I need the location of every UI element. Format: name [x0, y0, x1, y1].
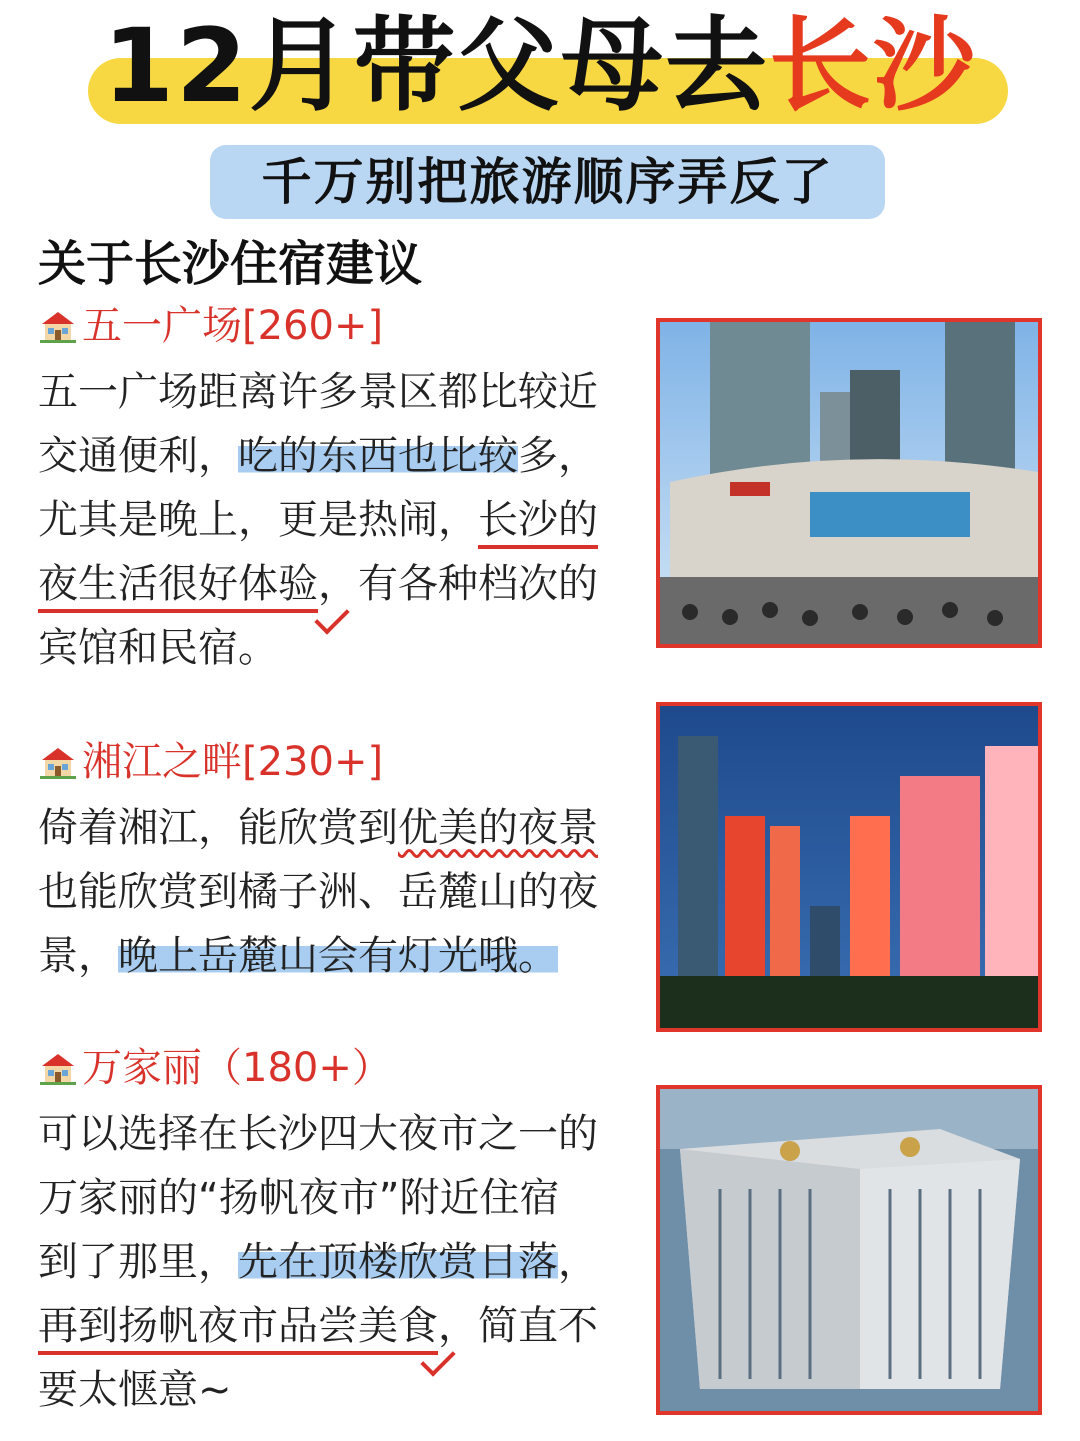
item-heading-label: 万家丽（180+）: [82, 1045, 392, 1091]
title-banner: [0, 0, 1080, 140]
text-line: 景，: [38, 933, 118, 979]
item-heading-label: 五一广场[260+]: [82, 303, 384, 349]
section-title: 关于长沙住宿建议: [38, 236, 423, 292]
house-icon: [38, 306, 78, 346]
underlined-text: 夜生活很好体验: [38, 561, 318, 613]
text-line: 交通便利，: [38, 433, 238, 479]
photo-wuyi-square: [656, 318, 1042, 648]
text-line: 倚着湘江，能欣赏到: [38, 805, 398, 851]
text-line: 尤其是晚上，更是热闹，: [38, 497, 478, 543]
text-line: ，: [558, 1239, 598, 1285]
item-description: [38, 796, 638, 988]
text-line: ，简直不: [438, 1303, 598, 1349]
item-heading: [38, 298, 638, 354]
photo-wanjiali: [656, 1085, 1042, 1415]
text-line: 五一广场距离许多景区都比较近: [38, 369, 598, 415]
underlined-text: 长沙的: [478, 497, 598, 549]
text-line: 多，: [518, 433, 598, 479]
item-heading-label: 湘江之畔[230+]: [82, 739, 384, 785]
xiangjiang-night-image: [660, 706, 1038, 1028]
item-heading: [38, 734, 638, 790]
photo-xiangjiang: [656, 702, 1042, 1032]
list-item-wanjiali: [38, 1040, 638, 1422]
wuyi-square-image: [660, 322, 1038, 644]
item-heading: [38, 1040, 638, 1096]
text-line: 宾馆和民宿。: [38, 625, 278, 671]
text-line: ，有各种档次的: [318, 561, 598, 607]
text-line: 到了那里，: [38, 1239, 238, 1285]
list-item-xiangjiang: [38, 734, 638, 988]
underlined-text: 再到扬帆夜市品尝美食: [38, 1303, 438, 1355]
highlighted-text: 吃的东西也比较: [238, 433, 518, 479]
text-line: 万家丽的“扬帆夜市”附近住宿: [38, 1175, 560, 1221]
title-highlight: 长沙: [768, 7, 977, 126]
house-icon: [38, 1048, 78, 1088]
wavy-underlined-text: 优美的夜景: [398, 805, 598, 851]
item-description: [38, 360, 638, 680]
wanjiali-building-image: [660, 1089, 1038, 1411]
item-description: [38, 1102, 638, 1422]
title-main: 12月带父母去: [103, 7, 769, 126]
house-icon: [38, 742, 78, 782]
text-line: 要太惬意~: [38, 1367, 232, 1413]
text-line: 可以选择在长沙四大夜市之一的: [38, 1111, 598, 1157]
subtitle: 千万别把旅游顺序弄反了: [261, 153, 834, 211]
highlighted-text: 先在顶楼欣赏日落: [238, 1239, 558, 1285]
page-title: [0, 8, 1080, 126]
list-item-wuyi: [38, 298, 638, 680]
text-line: 也能欣赏到橘子洲、岳麓山的夜: [38, 869, 598, 915]
highlighted-text: 晚上岳麓山会有灯光哦。: [118, 933, 558, 979]
